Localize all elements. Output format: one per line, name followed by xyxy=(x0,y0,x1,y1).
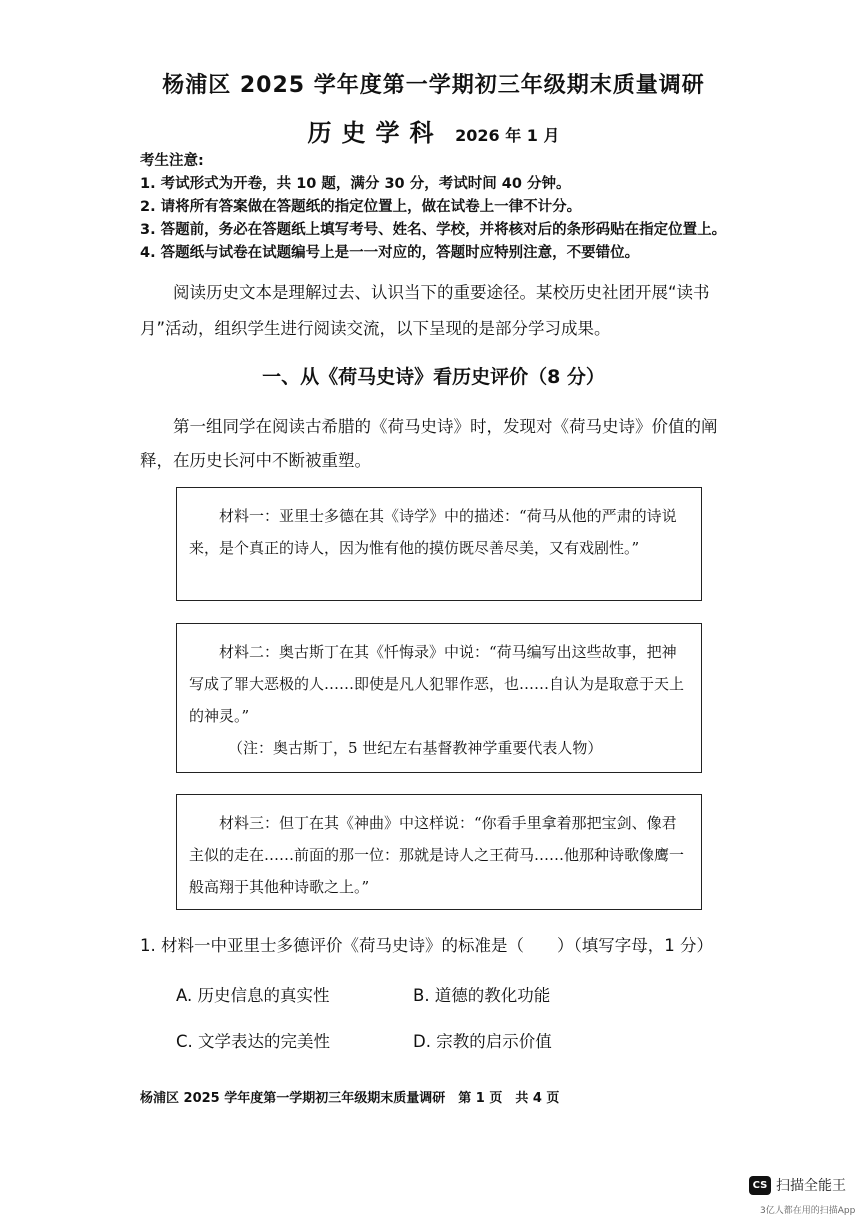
candidate-notice xyxy=(140,150,780,265)
notice-heading: 考生注意: xyxy=(140,153,204,169)
material-3-text: 材料三：但丁在其《神曲》中这样说：“你看手里拿着那把宝剑、像君主似的走在……前面的那一位：那就是诗人之王荷马……他那种诗歌像鹰一般高翔于其他种诗歌之上。” xyxy=(189,814,685,896)
option-a: A. 历史信息的真实性 xyxy=(176,986,330,1005)
camscanner-logo-icon: CS xyxy=(749,1176,771,1195)
section-heading: 一、从《荷马史诗》看历史评价（8 分） xyxy=(262,366,605,388)
material-box-3 xyxy=(176,794,702,910)
subject-line xyxy=(0,113,867,148)
notice-item-4: 4. 答题纸与试卷在试题编号上是一一对应的，答题时应特别注意，不要错位。 xyxy=(140,245,640,261)
section-intro: 第一组同学在阅读古希腊的《荷马史诗》时，发现对《荷马史诗》价值的阐释，在历史长河中不断被重塑。 xyxy=(140,417,718,470)
notice-item-2: 2. 请将所有答案做在答题纸的指定位置上，做在试卷上一律不计分。 xyxy=(140,199,582,215)
watermark-name: 扫描全能王 xyxy=(776,1178,846,1194)
material-box-2 xyxy=(176,623,702,773)
option-b: B. 道德的教化功能 xyxy=(413,986,551,1005)
notice-item-1: 1. 考试形式为开卷，共 10 题，满分 30 分，考试时间 40 分钟。 xyxy=(140,176,571,192)
material-2-text: 材料二：奥古斯丁在其《忏悔录》中说：“荷马编写出这些故事，把神写成了罪大恶极的人……即使是凡人犯罪作恶，也……自认为是取意于天上的神灵。” xyxy=(189,643,685,725)
exam-date: 2026 年 1 月 xyxy=(455,126,560,145)
question-1-stem: 1. 材料一中亚里士多德评价《荷马史诗》的标准是（ ）（填写字母，1 分） xyxy=(140,936,713,955)
intro-paragraph: 阅读历史文本是理解过去、认识当下的重要途径。某校历史社团开展“读书月”活动，组织学生进行阅读交流，以下呈现的是部分学习成果。 xyxy=(140,283,710,338)
notice-item-3: 3. 答题前，务必在答题纸上填写考号、姓名、学校，并将核对后的条形码贴在指定位置上。 xyxy=(140,222,727,238)
material-box-1 xyxy=(176,487,702,601)
exam-title: 杨浦区 2025 学年度第一学期初三年级期末质量调研 xyxy=(162,73,705,98)
material-2-note: （注：奥古斯丁，5 世纪左右基督教神学重要代表人物） xyxy=(228,739,603,757)
subject-name: 历史学科 xyxy=(307,119,444,147)
watermark-tagline: 3亿人都在用的扫描App xyxy=(760,1206,856,1216)
scanner-watermark xyxy=(749,1175,846,1195)
option-c: C. 文学表达的完美性 xyxy=(176,1032,331,1051)
option-d: D. 宗教的启示价值 xyxy=(413,1032,552,1051)
page-footer: 杨浦区 2025 学年度第一学期初三年级期末质量调研 第 1 页 共 4 页 xyxy=(140,1091,560,1106)
material-1-text: 材料一：亚里士多德在其《诗学》中的描述：“荷马从他的严肃的诗说来，是个真正的诗人，因为惟有他的摸仿既尽善尽美，又有戏剧性。” xyxy=(189,507,677,557)
